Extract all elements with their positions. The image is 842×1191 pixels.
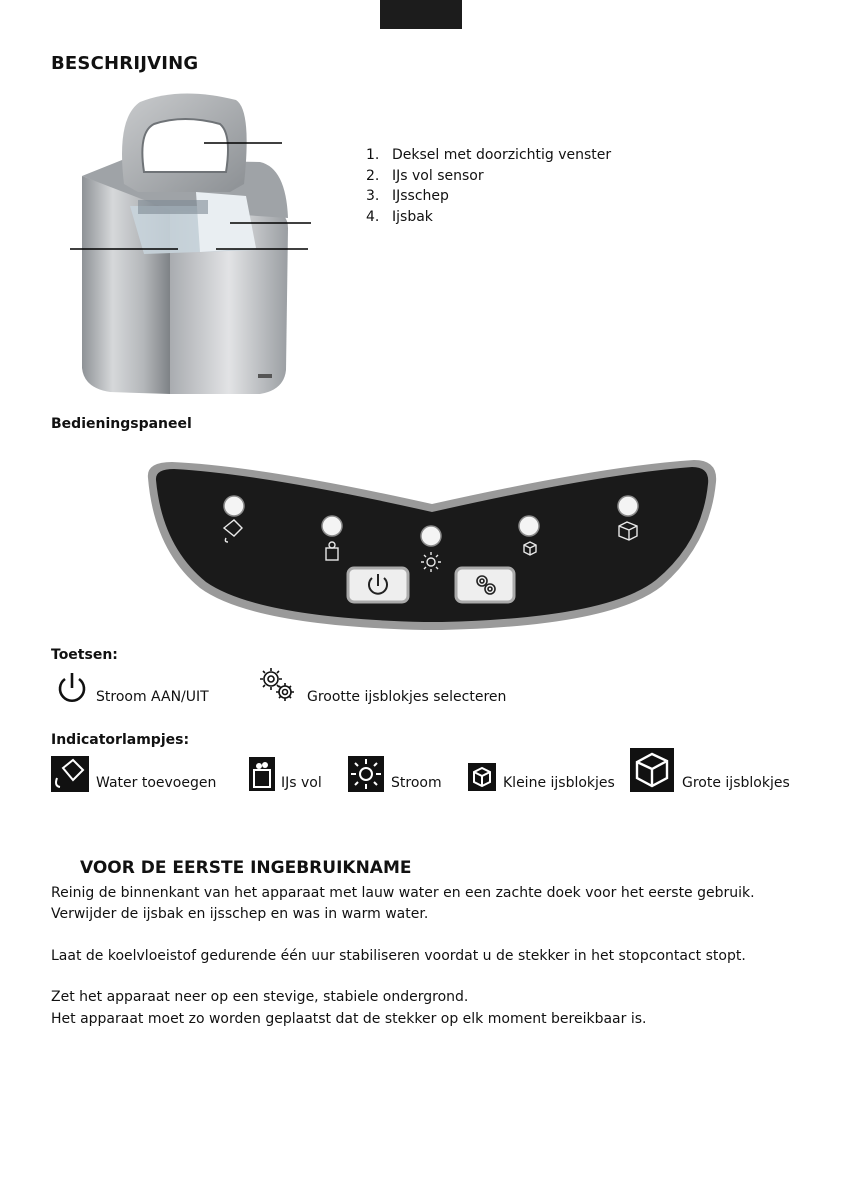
gears-icon [256,664,298,704]
sun-icon [348,756,384,792]
paragraph-line: Reinig de binnenkant van het apparaat met lauw water en een zachte doek voor het eerste gebruik. [51,885,755,901]
parts-list [366,145,611,227]
list-item: 4. Ijsbak [366,208,433,225]
key-label-size: Grootte ijsblokjes selecteren [307,689,507,705]
large-cube-icon [630,748,674,792]
indicators-heading: Indicatorlampjes: [51,732,190,748]
control-panel-heading: Bedieningspaneel [51,416,192,432]
list-item: 3. IJsschep [366,188,449,204]
indicator-label-large: Grote ijsblokjes [682,775,790,791]
indicator-label-ice-full: IJs vol [281,775,322,791]
paragraph-line: Verwijder de ijsbak en ijsschep en was in warm water. [51,906,429,922]
keys-heading: Toetsen: [51,647,118,663]
indicator-label-power: Stroom [391,775,442,791]
first-use-title: VOOR DE EERSTE INGEBRUIKNAME [80,858,412,878]
paragraph-line: Zet het apparaat neer op een stevige, stabiele ondergrond. [51,989,469,1005]
add-water-icon [51,756,89,792]
small-cube-icon [468,763,496,791]
ice-full-icon [249,757,275,791]
paragraph-line: Het apparaat moet zo worden geplaatst dat de stekker op elk moment bereikbaar is. [51,1011,647,1027]
indicator-label-water: Water toevoegen [96,775,217,791]
section-title: BESCHRIJVING [51,53,199,74]
indicator-label-small: Kleine ijsblokjes [503,775,615,791]
callout-lines [60,130,320,260]
key-label-power: Stroom AAN/UIT [96,689,209,705]
page-tab-marker [380,0,462,29]
paragraph-line: Laat de koelvloeistof gedurende één uur stabiliseren voordat u de stekker in het stopcontact stopt. [51,948,746,964]
list-item: 1. Deksel met doorzichtig venster [366,147,612,163]
control-panel-illustration [142,456,722,636]
power-icon [55,671,89,705]
list-item: 2. IJs vol sensor [366,167,484,184]
